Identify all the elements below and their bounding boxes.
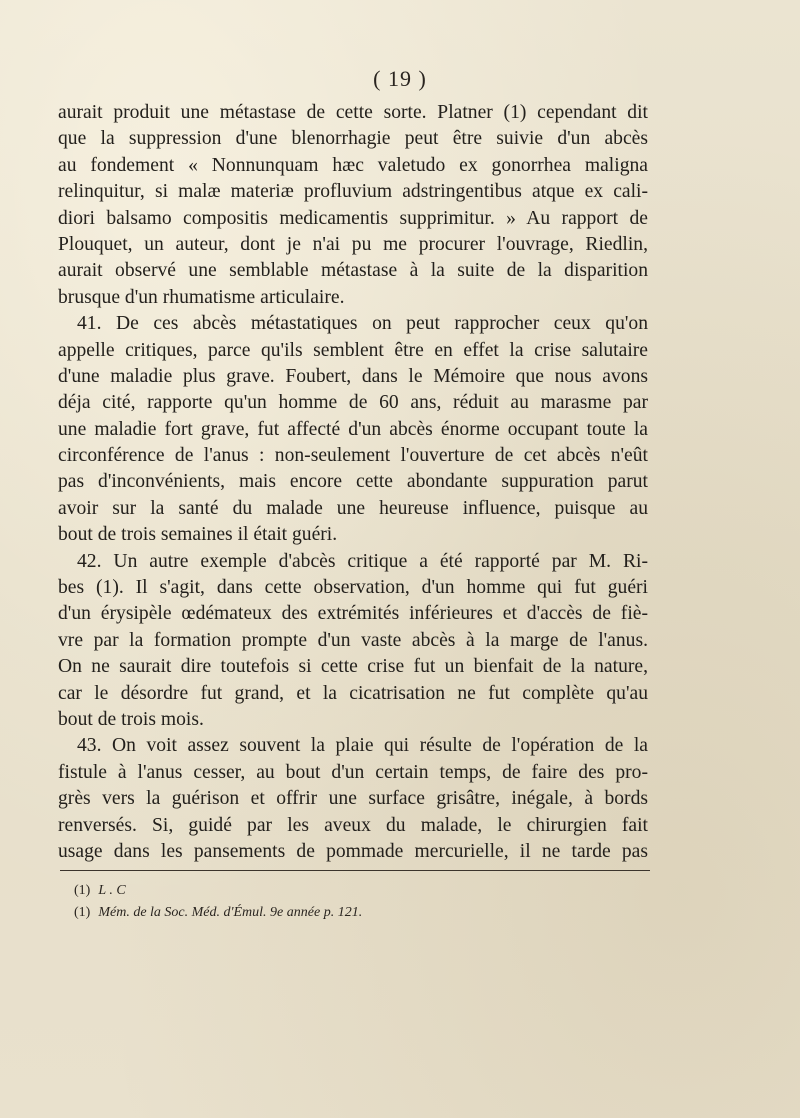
text-line: une maladie fort grave, fut affecté d'un abcès énorme occupant toute la bbox=[58, 418, 648, 440]
paragraph-41-start: 41. De ces abcès métastatiques on peut rapprocher ceux qu'on bbox=[77, 313, 648, 335]
page-number: ( 19 ) bbox=[373, 66, 427, 91]
text-line: aurait observé une semblable métastase à la suite de la disparition bbox=[58, 260, 648, 282]
text-line: relinquitur, si malæ materiæ profluvium adstringentibus atque ex cali- bbox=[58, 181, 648, 203]
footnote-marker: (1) bbox=[74, 883, 91, 898]
text-line: renversés. Si, guidé par les aveux du malade, le chirurgien fait bbox=[58, 814, 648, 836]
text-line: d'un érysipèle œdémateux des extrémités inférieures et d'accès de fiè- bbox=[58, 603, 648, 625]
footnote-divider bbox=[60, 870, 650, 871]
text-line: déja cité, rapporte qu'un homme de 60 ans, réduit au marasme par bbox=[58, 392, 648, 414]
text-line: bout de trois mois. bbox=[58, 708, 204, 730]
text-line: aurait produit une métastase de cette sorte. Platner (1) cependant dit bbox=[58, 102, 648, 123]
footnote-text: L . C bbox=[98, 883, 126, 898]
text-line: diori balsamo compositis medicamentis supprimitur. » Au rapport de bbox=[58, 207, 648, 229]
text-line: grès vers la guérison et offrir une surface grisâtre, inégale, à bords bbox=[58, 788, 648, 810]
paragraph-42-start: 42. Un autre exemple d'abcès critique a été rapporté par M. Ri- bbox=[77, 550, 648, 572]
text-line: Plouquet, un auteur, dont je n'ai pu me procurer l'ouvrage, Riedlin, bbox=[58, 233, 648, 255]
text-line: pas d'inconvénients, mais encore cette abondante suppuration parut bbox=[58, 471, 648, 493]
text-line: On ne saurait dire toutefois si cette crise fut un bienfait de la nature, bbox=[58, 656, 648, 678]
footnote-text: Mém. de la Soc. Méd. d'Émul. 9e année p. 121. bbox=[98, 905, 363, 920]
text-line: d'une maladie plus grave. Foubert, dans le Mémoire que nous avons bbox=[58, 365, 648, 387]
text-line: brusque d'un rhumatisme articulaire. bbox=[58, 286, 345, 308]
text-line: que la suppression d'une blenorrhagie peut être suivie d'un abcès bbox=[58, 128, 648, 150]
text-line: bes (1). Il s'agit, dans cette observation, d'un homme qui fut guéri bbox=[58, 577, 648, 599]
text-line: bout de trois semaines il était guéri. bbox=[58, 524, 338, 546]
text-line: au fondement « Nonnunquam hæc valetudo ex gonorrhea maligna bbox=[58, 154, 648, 176]
text-line: appelle critiques, parce qu'ils semblent être en effet la crise salutaire bbox=[58, 339, 648, 361]
footnote bbox=[74, 880, 634, 902]
footnotes bbox=[74, 880, 634, 924]
paragraph-43-start: 43. On voit assez souvent la plaie qui résulte de l'opération de la bbox=[77, 735, 648, 757]
text-line: circonférence de l'anus : non-seulement l'ouverture de cet abcès n'eût bbox=[58, 445, 648, 467]
footnote bbox=[74, 902, 634, 924]
body-text bbox=[58, 100, 648, 865]
text-line: fistule à l'anus cesser, au bout d'un certain temps, de faire des pro- bbox=[58, 761, 648, 783]
text-line: usage dans les pansements de pommade mercurielle, il ne tarde pas bbox=[58, 840, 648, 862]
text-line: vre par la formation prompte d'un vaste abcès à la marge de l'anus. bbox=[58, 629, 648, 651]
footnote-marker: (1) bbox=[74, 905, 91, 920]
text-line: car le désordre fut grand, et la cicatrisation ne fut complète qu'au bbox=[58, 682, 648, 704]
text-line: avoir sur la santé du malade une heureuse influence, puisque au bbox=[58, 497, 648, 519]
